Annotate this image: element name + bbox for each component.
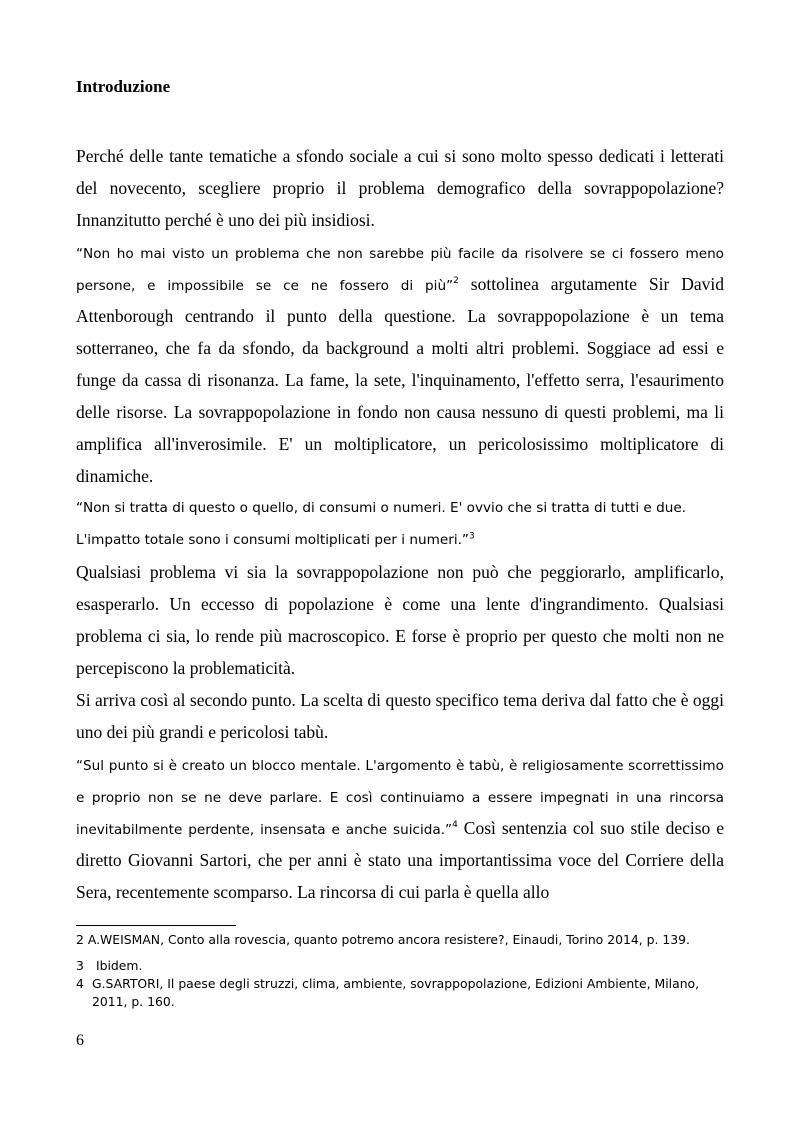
quote-sartori: “Sul punto si è creato un blocco mentale. L'argomento è tabù, è religiosamente scorrettissimo e proprio non se ne deve parlare. E così continuiamo a essere impegnati in una rincorsa inevitabilmente perdente, insensata e anche suicida.” (76, 758, 724, 838)
quote-consumi (76, 492, 724, 556)
footnote-text: Ibidem. (95, 958, 143, 973)
paragraph-sartori (76, 748, 724, 908)
footnote-divider (76, 925, 236, 926)
footnote-number: 2 (76, 932, 84, 947)
footnote-text: A.WEISMAN, Conto alla rovescia, quanto potremo ancora resistere?, Einaudi, Torino 2014, p. 139. (87, 932, 690, 947)
footnote-number: 4 (76, 976, 84, 991)
quote-attenborough: “Non ho mai visto un problema che non sarebbe più facile da risolvere se ci fossero meno persone, e impossibile se ce ne fossero di più” (76, 246, 724, 294)
footnote-ref-4: 4 (452, 820, 458, 831)
quote-consumi-text: “Non si tratta di questo o quello, di consumi o numeri. E' ovvio che si tratta di tutti e due. L'impatto totale sono i consumi moltiplicati per i numeri.” (76, 500, 687, 548)
footnote (76, 931, 690, 949)
footnote-number: 3 (76, 958, 84, 973)
paragraph-attenborough-text: sottolinea argutamente Sir David Attenborough centrando il punto della questione. La sovrappopolazione è un tema sotterraneo, che fa da sfondo, da background a molti altri problemi. Soggiace ad essi e funge da cassa di risonanza. La fame, la sete, l'inquinamento, l'effetto serra, l'esaurimento delle risorse. La sovrappopolazione in fondo non causa nessuno di questi problemi, ma li amplifica all'inverosimile. E' un moltiplicatore, un pericolosissimo moltiplicatore di dinamiche. (76, 274, 724, 486)
footnote (76, 975, 726, 1011)
footnote (76, 957, 142, 975)
paragraph-attenborough (76, 236, 724, 492)
footnote-ref-2: 2 (453, 276, 459, 287)
paragraph-amplifier: Qualsiasi problema vi sia la sovrappopolazione non può che peggiorarlo, amplificarlo, esasperarlo. Un eccesso di popolazione è come una lente d'ingrandimento. Qualsiasi problema ci sia, lo rende più macroscopico. E forse è proprio per questo che molti non ne percepiscono la problematicità. (76, 562, 724, 678)
page-number: 6 (76, 1032, 84, 1049)
paragraph-intro: Perché delle tante tematiche a sfondo sociale a cui si sono molto spesso dedicati i letterati del novecento, scegliere proprio il problema demografico della sovrappopolazione? Innanzitutto perché è uno dei più insidiosi. (76, 146, 724, 230)
footnote-ref-3: 3 (468, 531, 475, 542)
section-heading: Introduzione (76, 77, 171, 96)
paragraph-taboo: Si arriva così al secondo punto. La scelta di questo specifico tema deriva dal fatto che è oggi uno dei più grandi e pericolosi tabù. (76, 690, 724, 742)
paragraph-sartori-text: Così sentenzia col suo stile deciso e diretto Giovanni Sartori, che per anni è stato una importantissima voce del Corriere della Sera, recentemente scomparso. La rincorsa di cui parla è quella allo (76, 818, 724, 902)
body-text (76, 140, 724, 908)
footnote-text: G.SARTORI, Il paese degli struzzi, clima, ambiente, sovrappopolazione, Edizioni Ambiente, Milano, 2011, p. 160. (92, 976, 700, 1009)
